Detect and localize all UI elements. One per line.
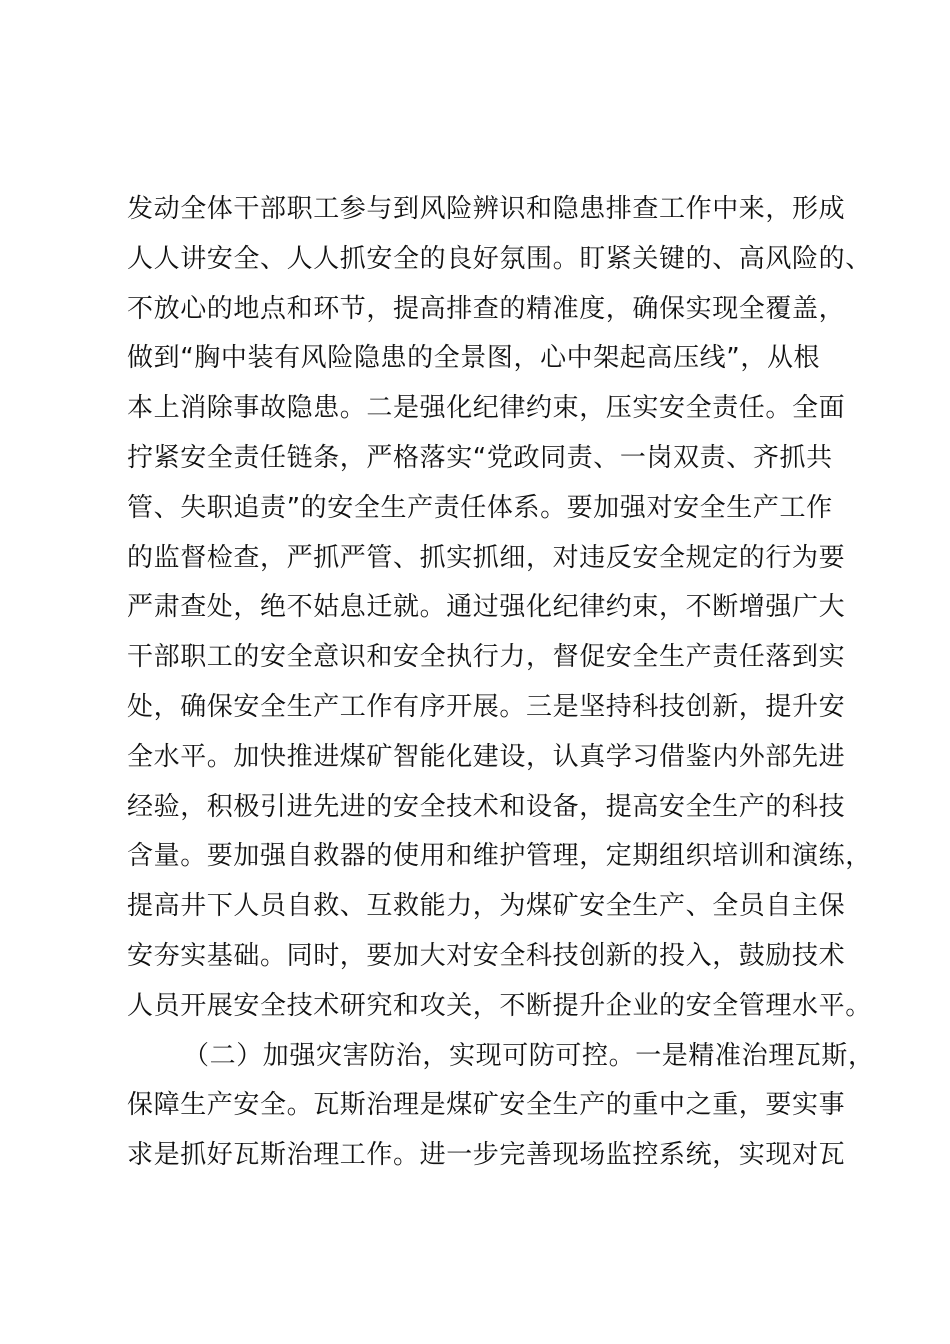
text-line: 全水平。加快推进煤矿智能化建设，认真学习借鉴内外部先进	[127, 741, 846, 772]
text-line: 拧紧安全责任链条，严格落实“党政同责、一岗双责、齐抓共	[127, 442, 833, 473]
text-line: 做到“胸中装有风险隐患的全景图，心中架起高压线”，从根	[127, 343, 821, 374]
text-line: 管、失职追责”的安全生产责任体系。要加强对安全生产工作	[127, 492, 833, 523]
text-line: 提高井下人员自救、互救能力，为煤矿安全生产、全员自主保	[127, 891, 846, 922]
section-heading-line: （二）加强灾害防治，实现可防可控。一是精准治理瓦斯，	[183, 1040, 875, 1071]
text-line: 保障生产安全。瓦斯治理是煤矿安全生产的重中之重，要实事	[127, 1090, 846, 1121]
text-line: 求是抓好瓦斯治理工作。进一步完善现场监控系统，实现对瓦	[127, 1140, 846, 1171]
text-line: 人人讲安全、人人抓安全的良好氛围。盯紧关键的、高风险的、	[127, 243, 872, 274]
text-line: 不放心的地点和环节，提高排查的精准度，确保实现全覆盖，	[127, 293, 846, 324]
body-text	[127, 185, 875, 1181]
text-line: 的监督检查，严抓严管、抓实抓细，对违反安全规定的行为要	[127, 542, 846, 573]
text-line: 干部职工的安全意识和安全执行力，督促安全生产责任落到实	[127, 642, 846, 673]
text-line: 经验，积极引进先进的安全技术和设备，提高安全生产的科技	[127, 791, 846, 822]
text-line: 发动全体干部职工参与到风险辨识和隐患排查工作中来，形成	[127, 194, 846, 224]
text-line: 处，确保安全生产工作有序开展。三是坚持科技创新，提升安	[127, 691, 846, 722]
text-line: 人员开展安全技术研究和攻关，不断提升企业的安全管理水平。	[127, 990, 872, 1021]
text-line: 严肃查处，绝不姑息迁就。通过强化纪律约束，不断增强广大	[127, 592, 846, 623]
text-line: 安夯实基础。同时，要加大对安全科技创新的投入，鼓励技术	[127, 940, 846, 971]
text-line: 含量。要加强自救器的使用和维护管理，定期组织培训和演练，	[127, 841, 872, 872]
text-line: 本上消除事故隐患。二是强化纪律约束，压实安全责任。全面	[127, 393, 846, 424]
